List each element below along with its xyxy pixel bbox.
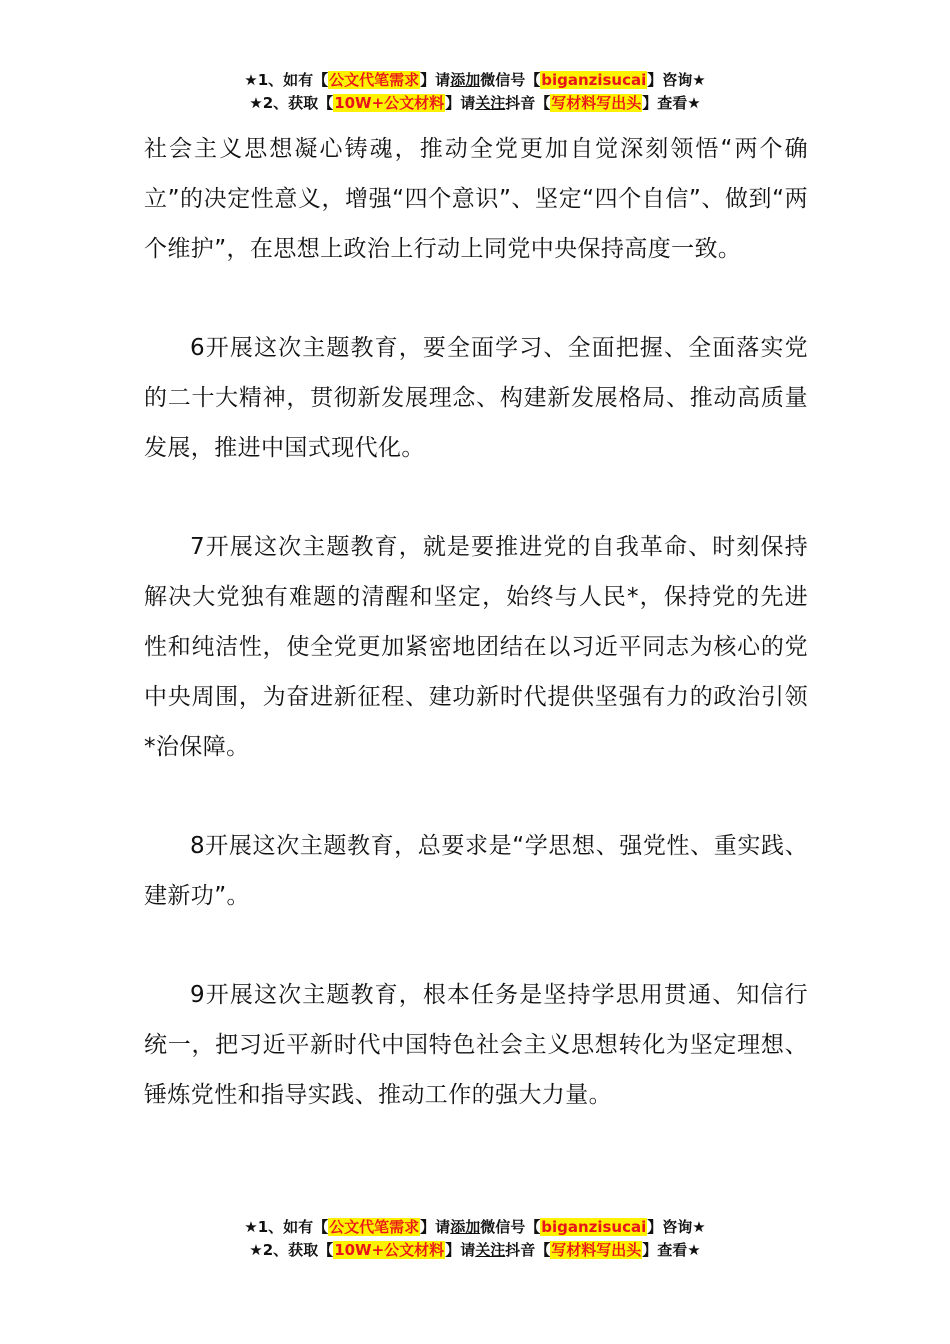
banner-text: 微信号【 xyxy=(480,1218,541,1236)
document-body xyxy=(144,124,808,1120)
banner-text: 】查看★ xyxy=(642,94,701,112)
underlined-add: 添加 xyxy=(450,71,481,89)
highlight-materials: 10W+公文材料 xyxy=(334,94,445,112)
banner-text: 】咨询★ xyxy=(647,71,706,89)
banner-text: 抖音【 xyxy=(505,94,551,112)
highlight-douyin-id: 写材料写出头 xyxy=(551,1241,642,1259)
highlight-douyin-id: 写材料写出头 xyxy=(551,94,642,112)
banner-text: 】请 xyxy=(420,71,451,89)
banner-text: 】请 xyxy=(420,1218,451,1236)
banner-text: 抖音【 xyxy=(505,1241,551,1259)
banner-text: ★2、获取【 xyxy=(249,94,334,112)
paragraph-6: 6开展这次主题教育，要全面学习、全面把握、全面落实党的二十大精神，贯彻新发展理念、构建新发展格局、推动高质量发展，推进中国式现代化。 xyxy=(144,335,808,461)
banner-text: 微信号【 xyxy=(480,71,541,89)
banner-text: 】咨询★ xyxy=(647,1218,706,1236)
underlined-follow: 关注 xyxy=(475,94,506,112)
continuation-paragraph: 社会主义思想凝心铸魂，推动全党更加自觉深刻领悟“两个确立”的决定性意义，增强“四个意识”、坚定“四个自信”、做到“两个维护”，在思想上政治上行动上同党中央保持高度一致。 xyxy=(144,136,808,262)
banner-text: 】查看★ xyxy=(642,1241,701,1259)
banner-line-1 xyxy=(0,69,950,92)
banner-text: 】请 xyxy=(445,1241,476,1259)
banner-text: ★1、如有【 xyxy=(244,1218,329,1236)
banner-text: 】请 xyxy=(445,94,476,112)
paragraph-9: 9开展这次主题教育，根本任务是坚持学思用贯通、知信行统一，把习近平新时代中国特色社会主义思想转化为坚定理想、锤炼党性和指导实践、推动工作的强大力量。 xyxy=(144,982,808,1108)
header-banner xyxy=(0,69,950,115)
highlight-service: 公文代笔需求 xyxy=(329,71,420,89)
banner-line-2 xyxy=(0,1239,950,1262)
underlined-add: 添加 xyxy=(450,1218,481,1236)
highlight-service: 公文代笔需求 xyxy=(329,1218,420,1236)
paragraph-7: 7开展这次主题教育，就是要推进党的自我革命、时刻保持解决大党独有难题的清醒和坚定，始终与人民*，保持党的先进性和纯洁性，使全党更加紧密地团结在以习近平同志为核心的党中央周围，为奋进新征程、建功新时代提供坚强有力的政治引领*治保障。 xyxy=(144,534,808,760)
banner-text: ★1、如有【 xyxy=(244,71,329,89)
underlined-follow: 关注 xyxy=(475,1241,506,1259)
banner-text: ★2、获取【 xyxy=(249,1241,334,1259)
banner-line-2 xyxy=(0,92,950,115)
highlight-materials: 10W+公文材料 xyxy=(334,1241,445,1259)
paragraph-8: 8开展这次主题教育，总要求是“学思想、强党性、重实践、建新功”。 xyxy=(144,833,808,909)
highlight-wechat-id: biganzisucai xyxy=(541,1218,647,1236)
footer-banner xyxy=(0,1216,950,1262)
highlight-wechat-id: biganzisucai xyxy=(541,71,647,89)
banner-line-1 xyxy=(0,1216,950,1239)
